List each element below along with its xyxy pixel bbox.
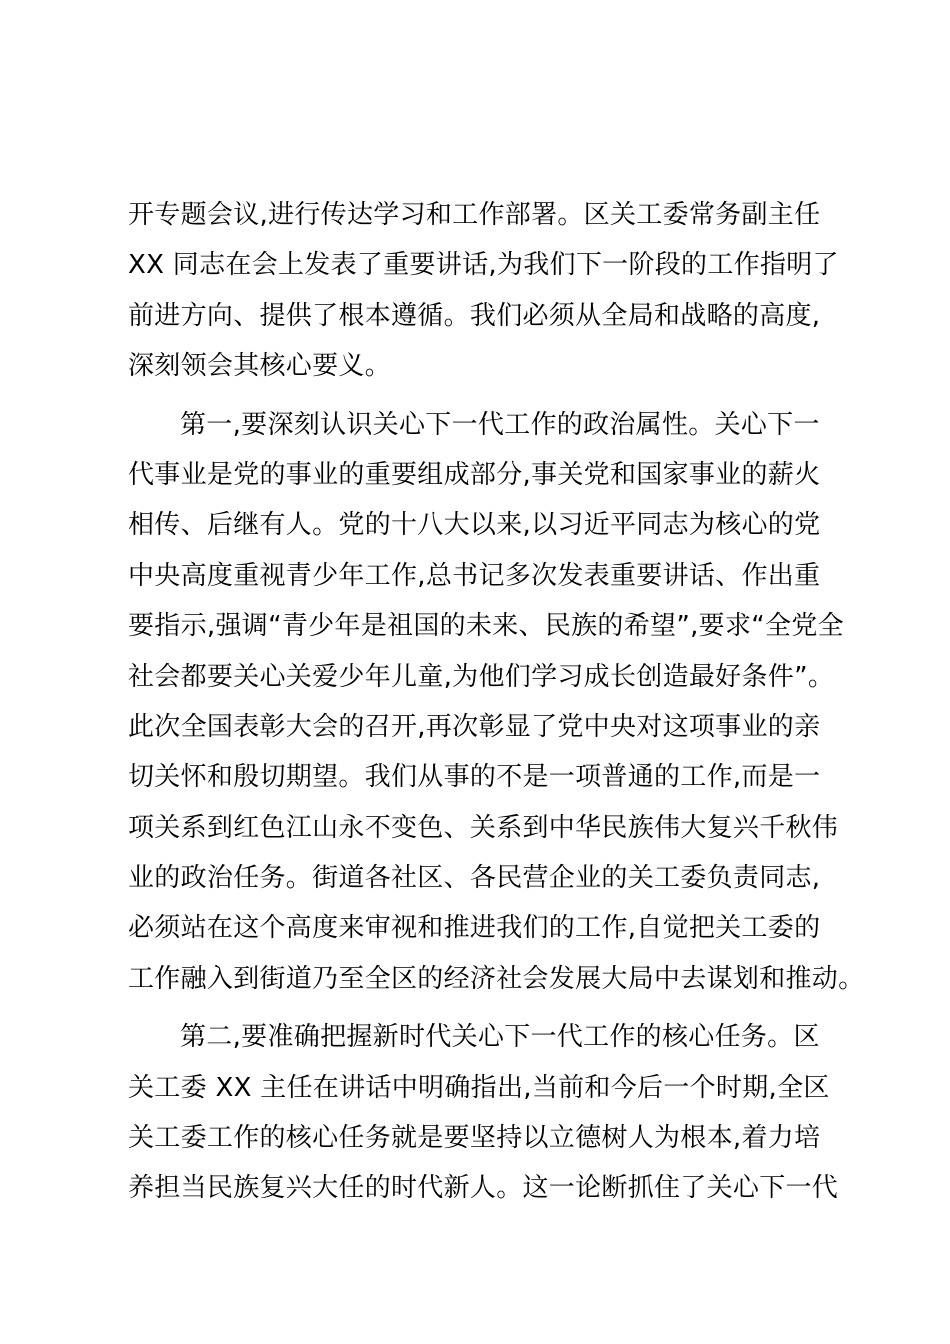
text-line: 此次全国表彰大会的召开,再次彰显了党中央对这项事业的亲 [128,711,821,742]
text-line: 要指示,强调“青少年是祖国的未来、民族的希望”,要求“全党全 [128,611,844,642]
text-line: 代事业是党的事业的重要组成部分,事关党和国家事业的薪火 [128,459,821,490]
text-line: 第一,要深刻认识关心下一代工作的政治属性。关心下一 [180,409,820,440]
text-line: 关工委工作的核心任务就是要坚持以立德树人为根本,着力培 [128,1123,821,1154]
text-line: 第二,要准确把握新时代关心下一代工作的核心任务。区 [180,1022,820,1053]
paragraph-intro-continuation [128,190,839,392]
text-line: 关工委 XX 主任在讲话中明确指出,当前和今后一个时期,全区 [128,1072,830,1103]
text-line: 深刻领会其核心要义。 [128,351,392,382]
text-line: 相传、后继有人。党的十八大以来,以习近平同志为核心的党 [128,510,821,541]
text-line: 必须站在这个高度来审视和推进我们的工作,自觉把关工委的 [128,913,821,944]
text-line: 开专题会议,进行传达学习和工作部署。区关工委常务副主任 [128,200,821,230]
text-line: 中央高度重视青少年工作,总书记多次发表重要讲话、作出重 [128,560,821,591]
paragraph-first-point [128,400,865,1005]
text-line: 切关怀和殷切期望。我们从事的不是一项普通的工作,而是一 [128,762,821,793]
text-line: 前进方向、提供了根本遵循。我们必须从全局和战略的高度, [128,300,821,331]
text-line: 养担当民族复兴大任的时代新人。这一论断抓住了关心下一代 [128,1173,839,1204]
text-line: XX 同志在会上发表了重要讲话,为我们下一阶段的工作指明了 [128,250,839,281]
text-line: 社会都要关心关爱少年儿童,为他们学习成长创造最好条件”。 [128,661,835,692]
text-line: 工作融入到街道乃至全区的经济社会发展大局中去谋划和推动。 [128,963,865,994]
text-line: 项关系到红色江山永不变色、关系到中华民族伟大复兴千秋伟 [128,812,839,843]
document-body [128,190,865,1214]
paragraph-second-point [128,1012,839,1214]
text-line: 业的政治任务。街道各社区、各民营企业的关工委负责同志, [128,863,821,894]
